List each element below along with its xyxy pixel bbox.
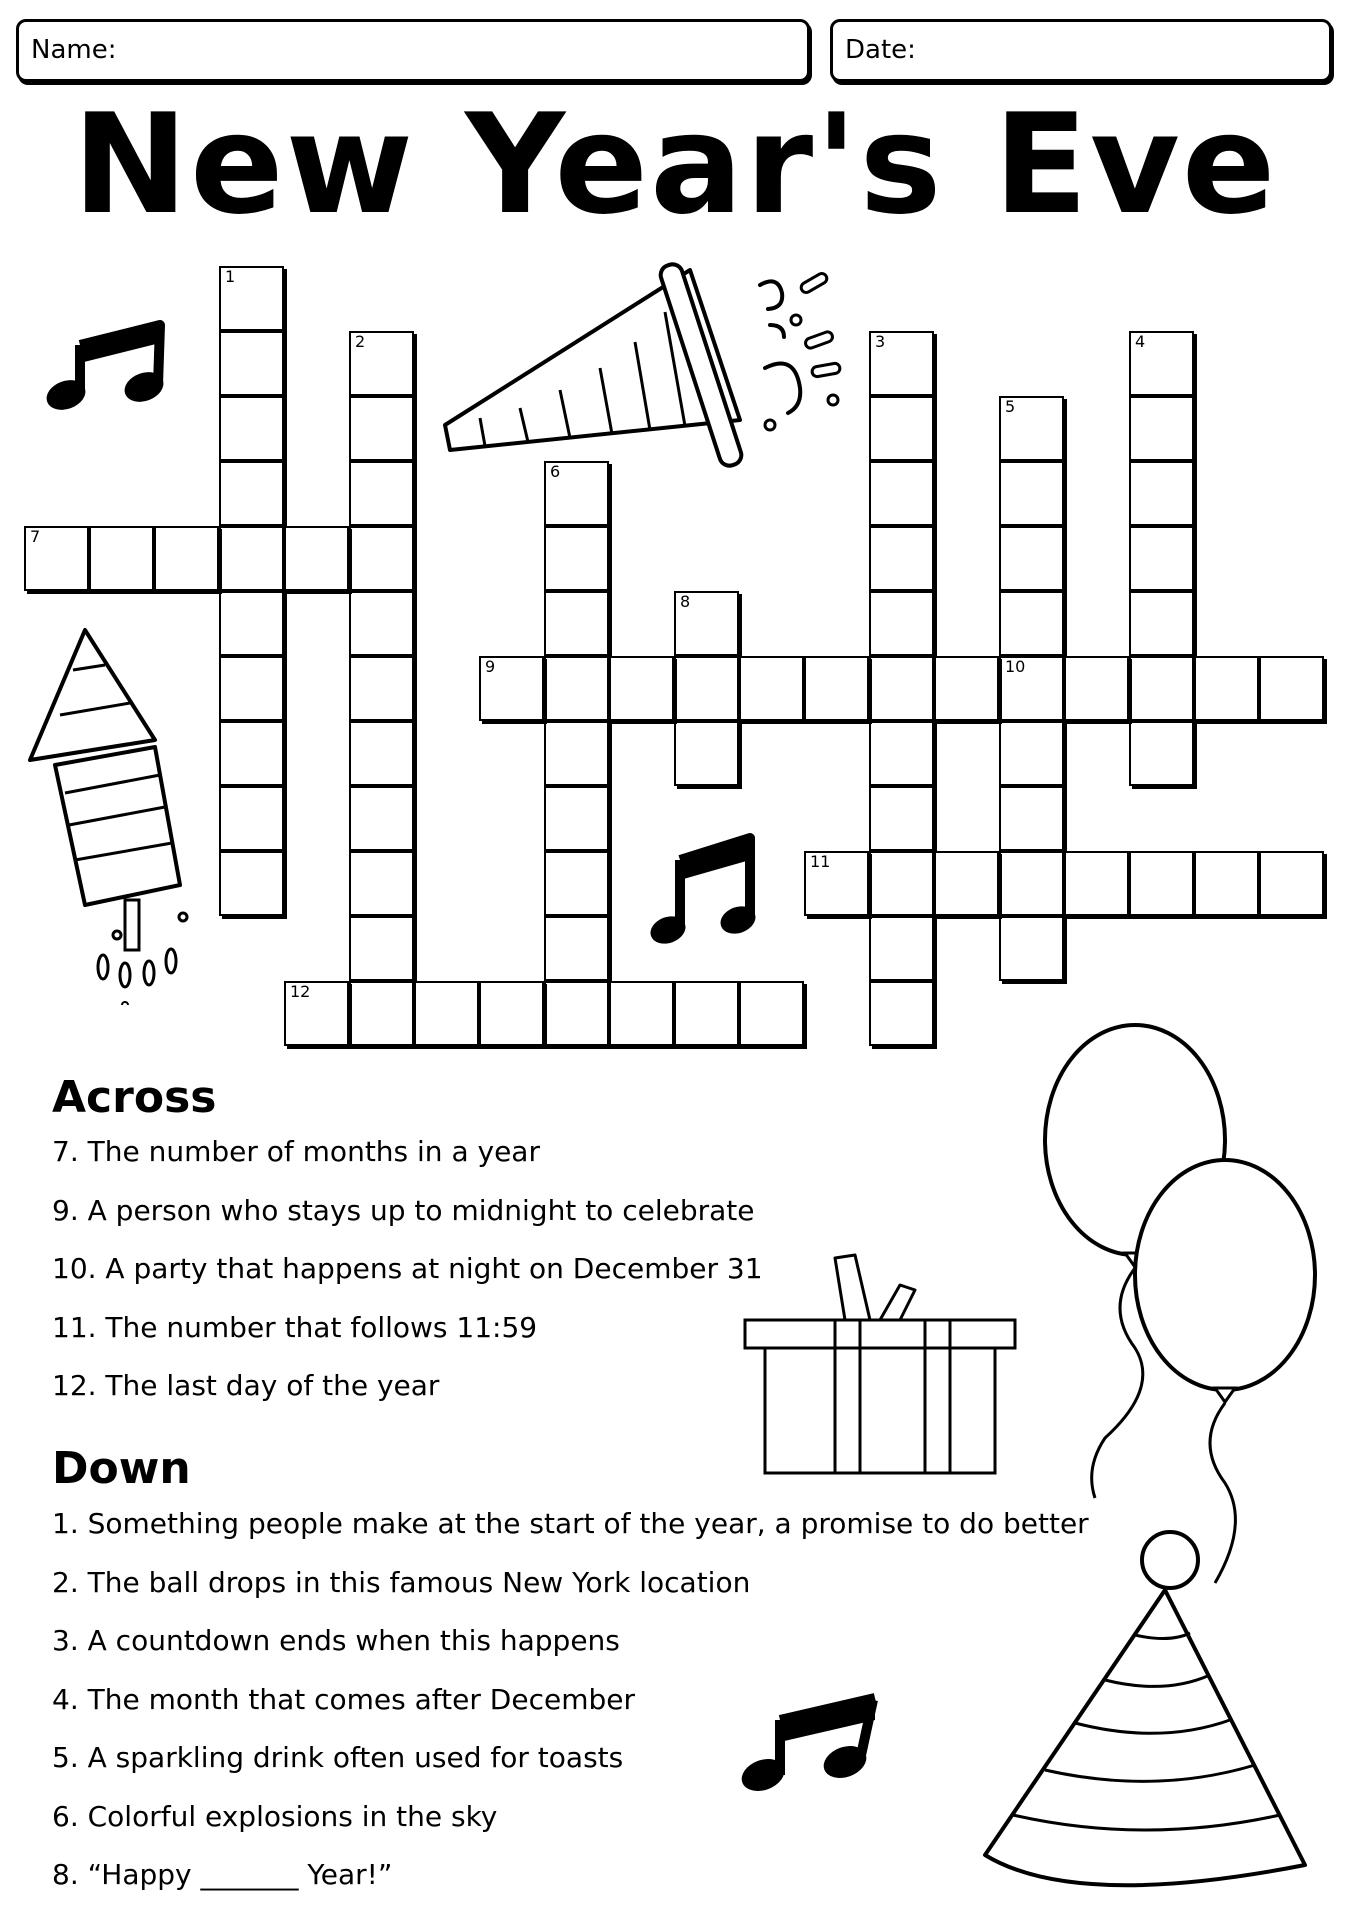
crossword-cell[interactable] xyxy=(24,526,89,591)
firework-rocket-icon xyxy=(25,625,205,1005)
crossword-cell[interactable] xyxy=(479,981,544,1046)
crossword-cell[interactable] xyxy=(674,591,739,656)
clue-number: 9 xyxy=(485,657,496,676)
crossword-cell[interactable] xyxy=(999,526,1064,591)
crossword-cell[interactable] xyxy=(1064,851,1129,916)
clue-down-5: 5. A sparkling drink often used for toasts xyxy=(52,1741,624,1774)
crossword-cell[interactable] xyxy=(1129,656,1194,721)
crossword-cell[interactable] xyxy=(999,786,1064,851)
clue-number: 12 xyxy=(290,982,311,1001)
crossword-cell[interactable] xyxy=(284,981,349,1046)
crossword-cell[interactable] xyxy=(999,916,1064,981)
clue-across-9: 9. A person who stays up to midnight to celebrate xyxy=(52,1193,755,1227)
crossword-cell[interactable] xyxy=(544,656,609,721)
crossword-cell[interactable] xyxy=(219,266,284,331)
clue-down-8: 8. “Happy _______ Year!” xyxy=(52,1858,393,1891)
music-note-icon xyxy=(40,315,170,415)
crossword-cell[interactable] xyxy=(219,526,284,591)
clue-number: 11 xyxy=(810,852,831,871)
crossword-cell[interactable] xyxy=(1129,851,1194,916)
clue-across-7: 7. The number of months in a year xyxy=(52,1135,540,1168)
clue-number: 8 xyxy=(680,592,691,611)
crossword-cell[interactable] xyxy=(609,656,674,721)
crossword-cell[interactable] xyxy=(934,851,999,916)
crossword-cell[interactable] xyxy=(219,396,284,461)
crossword-cell[interactable] xyxy=(1259,851,1324,916)
crossword-cell[interactable] xyxy=(999,591,1064,656)
clue-down-1: 1. Something people make at the start of the year, a promise to do better xyxy=(52,1507,1089,1540)
crossword-cell[interactable] xyxy=(544,786,609,851)
crossword-cell[interactable] xyxy=(544,591,609,656)
crossword-cell[interactable] xyxy=(1194,656,1259,721)
crossword-cell[interactable] xyxy=(1129,591,1194,656)
crossword-cell[interactable] xyxy=(349,916,414,981)
crossword-cell[interactable] xyxy=(869,656,934,721)
crossword-cell[interactable] xyxy=(219,851,284,916)
crossword-cell[interactable] xyxy=(869,461,934,526)
crossword-cell[interactable] xyxy=(349,461,414,526)
crossword-cell[interactable] xyxy=(869,916,934,981)
crossword-cell[interactable] xyxy=(349,721,414,786)
crossword-cell[interactable] xyxy=(414,981,479,1046)
clue-across-11: 11. The number that follows 11:59 xyxy=(52,1310,538,1344)
down-clue-list xyxy=(52,1495,1089,1905)
crossword-cell[interactable] xyxy=(869,981,934,1046)
crossword-cell[interactable] xyxy=(609,981,674,1046)
crossword-cell[interactable] xyxy=(869,786,934,851)
crossword-cell[interactable] xyxy=(869,591,934,656)
crossword-cell[interactable] xyxy=(804,656,869,721)
name-field[interactable] xyxy=(16,19,810,82)
crossword-cell[interactable] xyxy=(219,331,284,396)
date-field[interactable] xyxy=(830,19,1332,82)
crossword-cell[interactable] xyxy=(1129,331,1194,396)
crossword-cell[interactable] xyxy=(999,396,1064,461)
crossword-cell[interactable] xyxy=(1129,461,1194,526)
crossword-cell[interactable] xyxy=(89,526,154,591)
crossword-cell[interactable] xyxy=(544,721,609,786)
clue-number: 6 xyxy=(550,462,561,481)
crossword-cell[interactable] xyxy=(219,721,284,786)
clue-down-2: 2. The ball drops in this famous New York location xyxy=(52,1565,751,1599)
crossword-cell[interactable] xyxy=(544,526,609,591)
clue-number: 7 xyxy=(30,527,41,546)
crossword-cell[interactable] xyxy=(154,526,219,591)
crossword-cell[interactable] xyxy=(219,461,284,526)
clue-down-4: 4. The month that comes after December xyxy=(52,1682,635,1716)
crossword-cell[interactable] xyxy=(1129,526,1194,591)
music-note-icon xyxy=(650,830,760,950)
clue-number: 4 xyxy=(1135,332,1146,351)
crossword-cell[interactable] xyxy=(1064,656,1129,721)
crossword-cell[interactable] xyxy=(674,981,739,1046)
clue-down-6: 6. Colorful explosions in the sky xyxy=(52,1799,498,1833)
crossword-cell[interactable] xyxy=(349,981,414,1046)
crossword-cell[interactable] xyxy=(869,851,934,916)
clue-number: 10 xyxy=(1005,657,1026,676)
party-horn-icon xyxy=(440,250,850,480)
down-heading: Down xyxy=(52,1443,191,1494)
clue-across-12: 12. The last day of the year xyxy=(52,1369,440,1402)
clue-number: 2 xyxy=(355,332,366,351)
page-title: New Year's Eve xyxy=(72,84,1278,245)
crossword-cell[interactable] xyxy=(869,331,934,396)
crossword-cell[interactable] xyxy=(1129,721,1194,786)
gift-box-icon xyxy=(740,1250,1020,1480)
crossword-cell[interactable] xyxy=(544,851,609,916)
crossword-cell[interactable] xyxy=(219,786,284,851)
crossword-cell[interactable] xyxy=(544,981,609,1046)
crossword-cell[interactable] xyxy=(934,656,999,721)
crossword-cell[interactable] xyxy=(349,396,414,461)
crossword-cell[interactable] xyxy=(674,656,739,721)
crossword-cell[interactable] xyxy=(349,331,414,396)
crossword-cell[interactable] xyxy=(999,461,1064,526)
clue-across-10: 10. A party that happens at night on December 31 xyxy=(52,1252,763,1285)
clue-number: 1 xyxy=(225,267,236,286)
crossword-cell[interactable] xyxy=(674,721,739,786)
crossword-cell[interactable] xyxy=(999,851,1064,916)
crossword-cell[interactable] xyxy=(349,786,414,851)
crossword-cell[interactable] xyxy=(869,721,934,786)
date-label: Date: xyxy=(845,35,916,65)
crossword-cell[interactable] xyxy=(219,591,284,656)
crossword-cell[interactable] xyxy=(1259,656,1324,721)
crossword-cell[interactable] xyxy=(349,656,414,721)
crossword-cell[interactable] xyxy=(479,656,544,721)
clue-number: 5 xyxy=(1005,397,1016,416)
crossword-cell[interactable] xyxy=(999,656,1064,721)
crossword-cell[interactable] xyxy=(869,526,934,591)
crossword-cell[interactable] xyxy=(349,591,414,656)
clue-down-3: 3. A countdown ends when this happens xyxy=(52,1624,620,1657)
crossword-cell[interactable] xyxy=(544,916,609,981)
crossword-cell[interactable] xyxy=(739,981,804,1046)
crossword-cell[interactable] xyxy=(869,396,934,461)
crossword-cell[interactable] xyxy=(219,656,284,721)
crossword-cell[interactable] xyxy=(349,851,414,916)
across-heading: Across xyxy=(52,1072,217,1123)
crossword-cell[interactable] xyxy=(284,526,349,591)
crossword-cell[interactable] xyxy=(1129,396,1194,461)
clue-number: 3 xyxy=(875,332,886,351)
crossword-cell[interactable] xyxy=(999,721,1064,786)
name-label: Name: xyxy=(31,35,117,65)
crossword-cell[interactable] xyxy=(349,526,414,591)
crossword-cell[interactable] xyxy=(739,656,804,721)
crossword-cell[interactable] xyxy=(1194,851,1259,916)
crossword-cell[interactable] xyxy=(804,851,869,916)
across-clue-list xyxy=(52,1123,763,1416)
